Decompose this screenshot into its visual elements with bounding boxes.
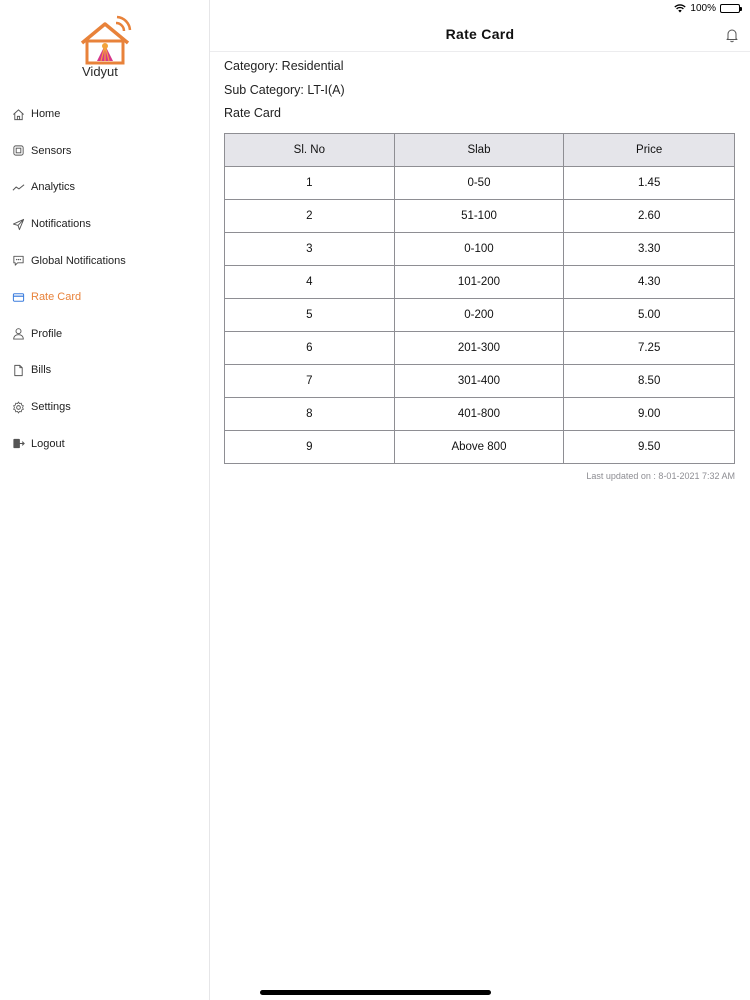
table-row [225, 431, 735, 464]
cell-slab: 301-400 [394, 365, 564, 398]
trend-icon [12, 181, 25, 194]
sidebar-item-label: Rate Card [31, 291, 82, 304]
sidebar-item-label: Profile [31, 327, 63, 340]
sidebar-item-label: Bills [31, 364, 52, 377]
cell-slab: 0-200 [394, 299, 564, 332]
battery-percent: 100% [690, 3, 716, 14]
brand-name: Vidyut [82, 64, 118, 79]
cell-price: 1.45 [564, 167, 735, 200]
logout-icon [12, 437, 25, 450]
cell-price: 7.25 [564, 332, 735, 365]
table-row [225, 266, 735, 299]
page-header [210, 18, 750, 52]
sidebar-item-settings[interactable] [0, 389, 209, 426]
cell-slab: Above 800 [394, 431, 564, 464]
chip-icon [12, 144, 25, 157]
cell-price: 9.00 [564, 398, 735, 431]
sidebar-item-home[interactable] [0, 96, 209, 133]
sidebar-item-notifications[interactable] [0, 206, 209, 243]
table-row [225, 299, 735, 332]
user-icon [12, 327, 25, 340]
cell-sl-no: 8 [225, 398, 395, 431]
sidebar-item-label: Settings [31, 401, 71, 414]
send-icon [12, 218, 25, 231]
sidebar-item-logout[interactable] [0, 425, 209, 462]
sidebar-item-global-notifications[interactable] [0, 242, 209, 279]
bell-icon[interactable] [724, 27, 740, 43]
cell-slab: 0-50 [394, 167, 564, 200]
cell-sl-no: 2 [225, 200, 395, 233]
sub-category-label: Sub Category: LT-I(A) [224, 82, 345, 97]
table-row [225, 398, 735, 431]
page-title: Rate Card [445, 26, 515, 42]
table-row [225, 332, 735, 365]
cell-price: 9.50 [564, 431, 735, 464]
table-row [225, 167, 735, 200]
wifi-icon [674, 4, 686, 13]
cell-price: 2.60 [564, 200, 735, 233]
column-header-slab: Slab [394, 134, 564, 167]
sidebar [0, 0, 210, 1000]
sidebar-item-label: Sensors [31, 144, 72, 157]
document-icon [12, 364, 25, 377]
cell-sl-no: 3 [225, 233, 395, 266]
main-content [224, 58, 736, 129]
rate-card-table [224, 133, 735, 464]
sidebar-item-profile[interactable] [0, 316, 209, 353]
last-updated-text: Last updated on : 8-01-2021 7:32 AM [586, 471, 735, 481]
sidebar-item-label: Global Notifications [31, 254, 126, 267]
home-indicator[interactable] [260, 990, 491, 995]
chat-icon [12, 254, 25, 267]
cell-sl-no: 5 [225, 299, 395, 332]
cell-slab: 201-300 [394, 332, 564, 365]
sidebar-item-label: Analytics [31, 181, 76, 194]
sidebar-item-label: Home [31, 108, 61, 121]
cell-price: 4.30 [564, 266, 735, 299]
card-icon [12, 291, 25, 304]
cell-price: 5.00 [564, 299, 735, 332]
cell-sl-no: 1 [225, 167, 395, 200]
cell-price: 8.50 [564, 365, 735, 398]
table-row [225, 200, 735, 233]
cell-slab: 0-100 [394, 233, 564, 266]
battery-icon [720, 4, 740, 13]
column-header-price: Price [564, 134, 735, 167]
sidebar-item-sensors[interactable] [0, 133, 209, 170]
table-row [225, 365, 735, 398]
gear-icon [12, 401, 25, 414]
sidebar-nav [0, 96, 209, 462]
cell-slab: 101-200 [394, 266, 564, 299]
home-icon [12, 108, 25, 121]
category-label: Category: Residential [224, 59, 344, 73]
sidebar-item-rate-card[interactable] [0, 279, 209, 316]
table-header-row [225, 134, 735, 167]
cell-slab: 51-100 [394, 200, 564, 233]
table-row [225, 233, 735, 266]
cell-slab: 401-800 [394, 398, 564, 431]
cell-sl-no: 4 [225, 266, 395, 299]
column-header-sl-no: Sl. No [225, 134, 395, 167]
cell-price: 3.30 [564, 233, 735, 266]
section-title: Rate Card [224, 106, 281, 120]
cell-sl-no: 7 [225, 365, 395, 398]
sidebar-item-label: Logout [31, 437, 65, 450]
cell-sl-no: 9 [225, 431, 395, 464]
sidebar-item-analytics[interactable] [0, 169, 209, 206]
cell-sl-no: 6 [225, 332, 395, 365]
sidebar-item-bills[interactable] [0, 352, 209, 389]
status-indicators [674, 3, 740, 14]
sidebar-item-label: Notifications [31, 218, 91, 231]
